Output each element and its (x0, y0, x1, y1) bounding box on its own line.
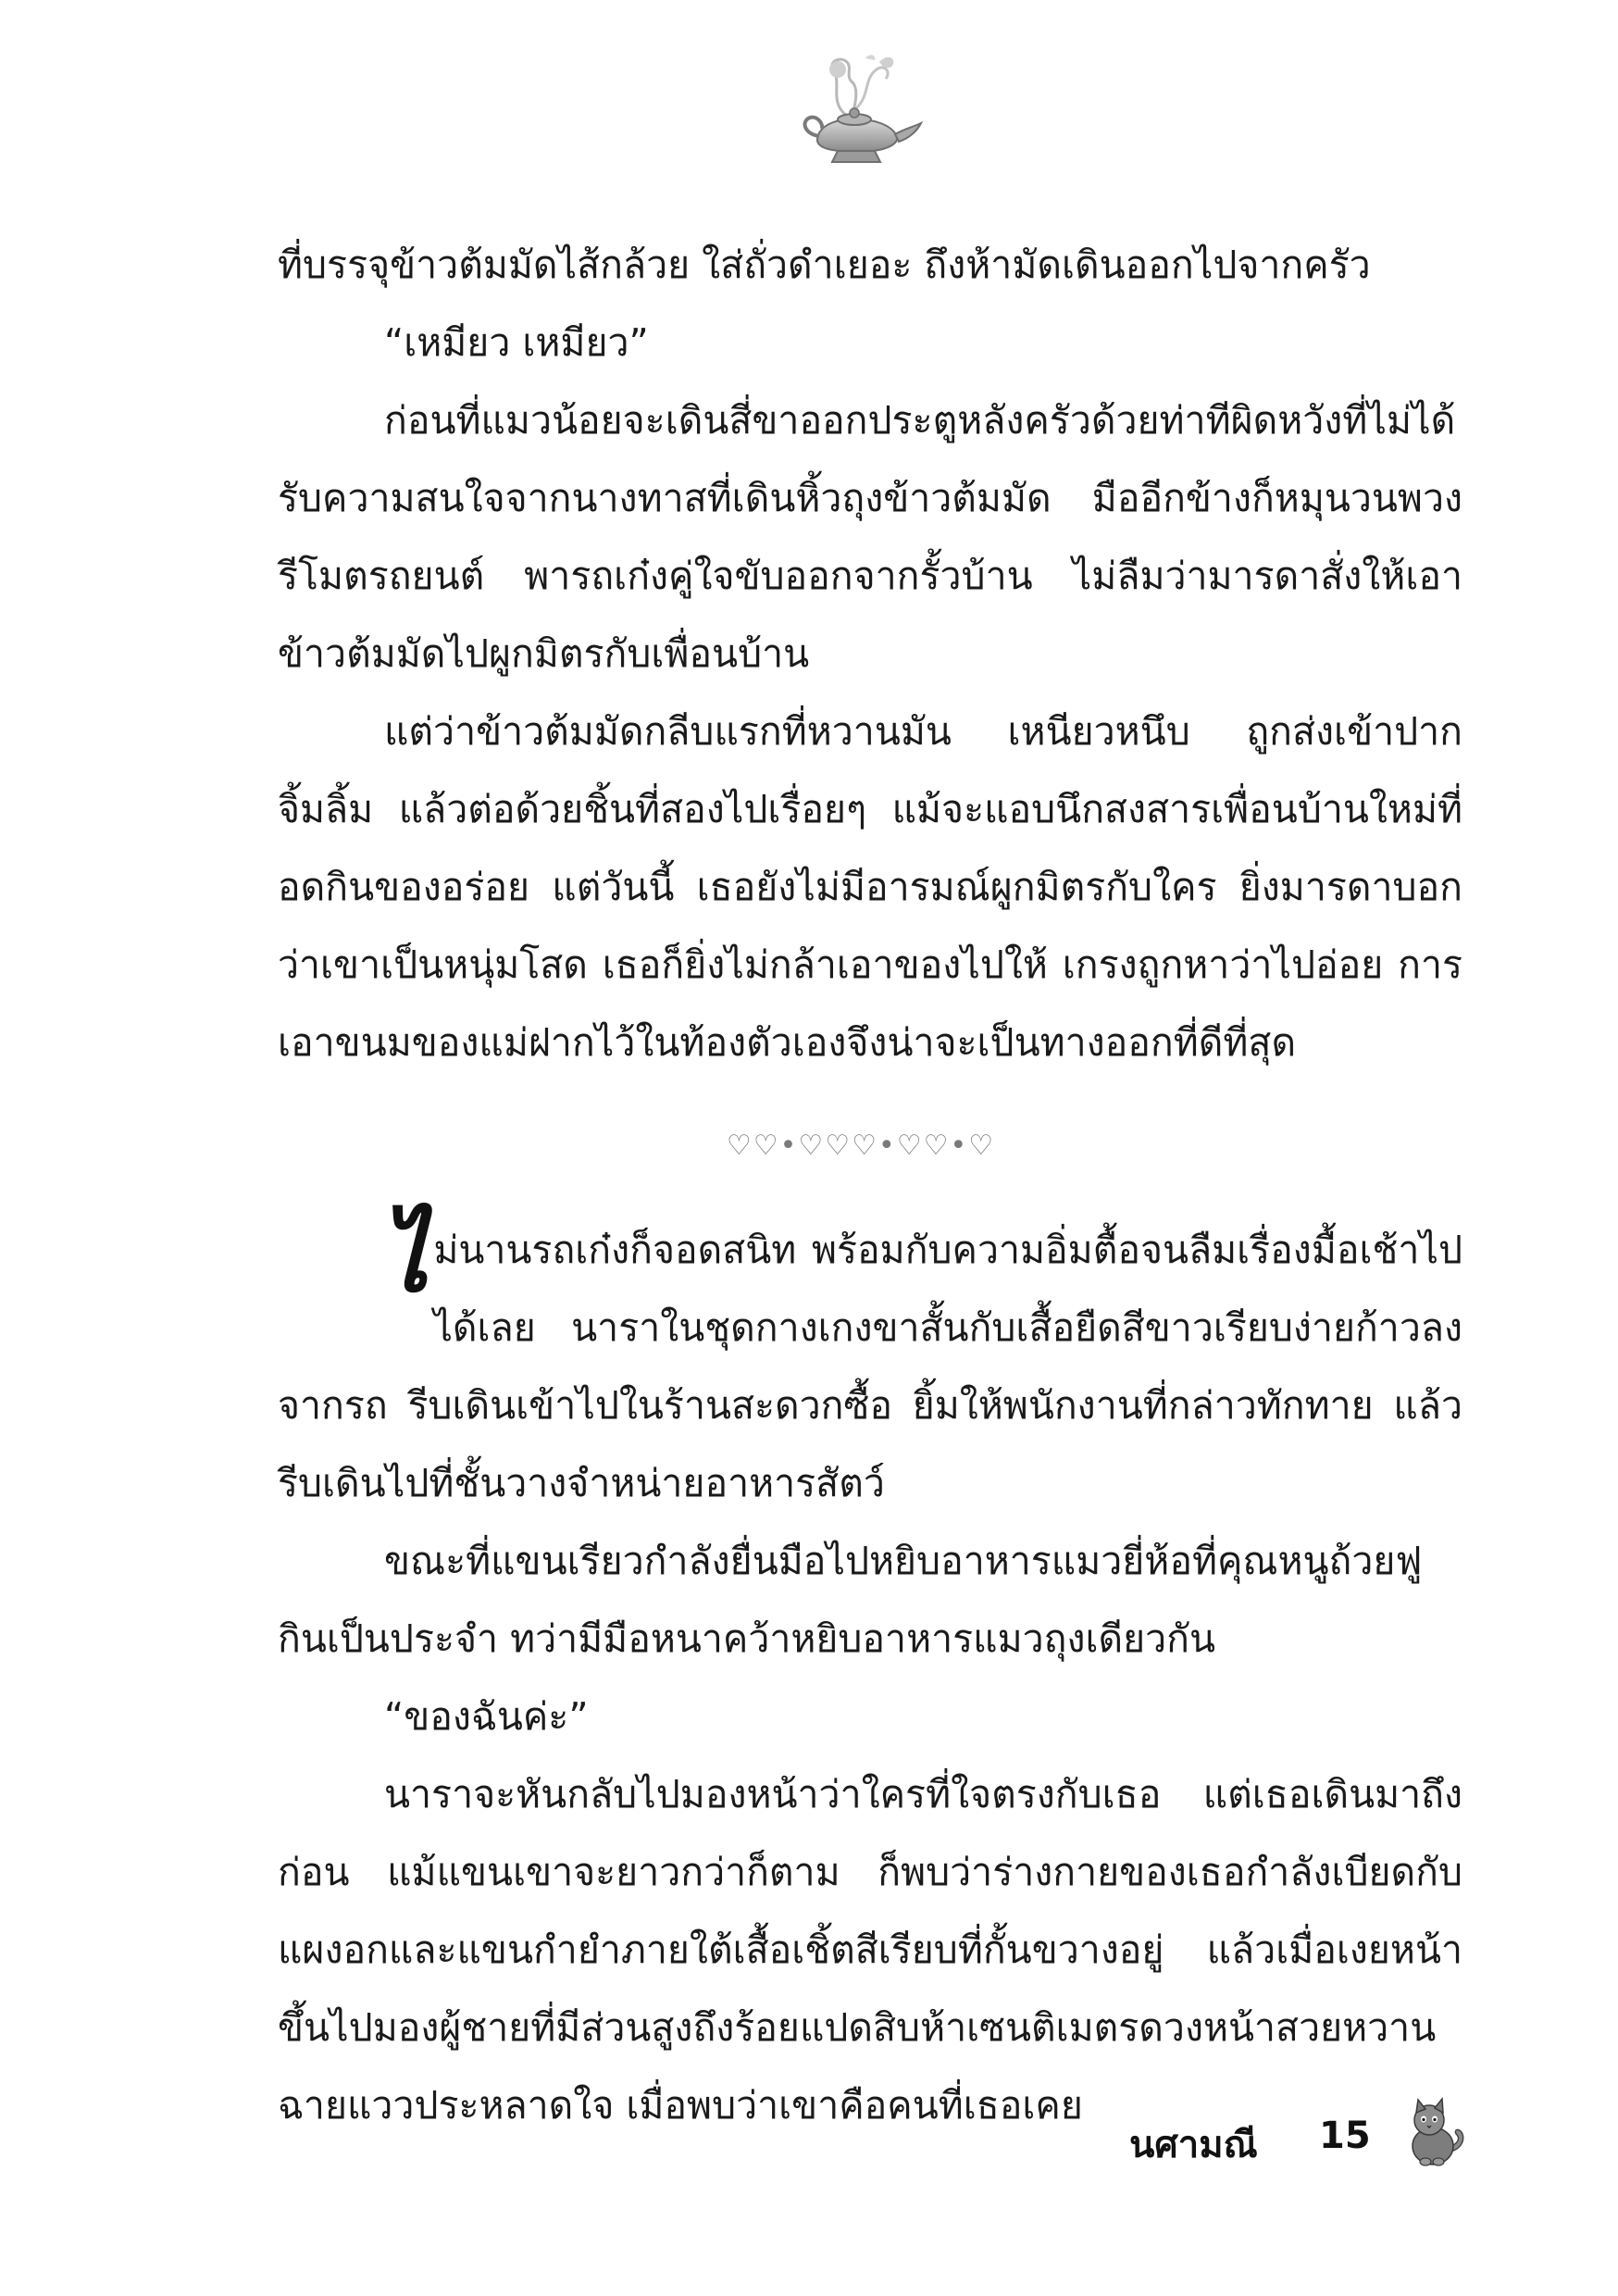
paragraph: นาราจะหันกลับไปมองหน้าว่าใครที่ใจตรงกับเธอ แต่เธอเดินมาถึงก่อน แม้แขนเขาจะยาวกว่าก็ตาม ก็พบว่าร่างกายของเธอกำลังเบียดกับแผงอกและแขนกำยำภายใต้เสื้อเชิ้ตสีเรียบที่กั้นขวางอยู่ แล้วเมื่อเงยหน้าขึ้นไปมองผู้ชายที่มีส่วนสูงถึงร้อยแปดสิบห้าเซนติเมตรดวงหน้าสวยหวานฉายแววประหลาดใจ เมื่อพบว่าเขาคือคนที่เธอเคย (278, 1772, 1462, 2128)
scene-divider: ♡♡•♡♡♡•♡♡•♡ (726, 1129, 996, 1162)
paragraph: “ของฉันค่ะ” (384, 1694, 589, 1739)
cat-icon (1396, 2094, 1470, 2168)
paragraph: “เหมียว เหมียว” (384, 320, 649, 365)
author-name: นศามณี (1129, 2124, 1258, 2166)
magic-lamp-icon (791, 51, 926, 171)
page-footer (1129, 2094, 1481, 2177)
page-number: 15 (1319, 2115, 1371, 2157)
body-text-section-2 (278, 1200, 1462, 2144)
drop-cap: ไ (380, 1200, 429, 1314)
paragraph-text: ม่นานรถเก๋งก็จอดสนิท พร้อมกับความอิ่มตื้อจนลืมเรื่องมื้อเช้าไปได้เลย นาราในชุดกางเกงขาสั้นกับเสื้อยืดสีขาวเรียบง่ายก้าวลงจากรถ รีบเดินเข้าไปในร้านสะดวกซื้อ ยิ้มให้พนักงานที่กล่าวทักทาย แล้วรีบเดินไปที่ชั้นวางจำหน่ายอาหารสัตว์ (278, 1228, 1462, 1505)
paragraph: ขณะที่แขนเรียวกำลังยื่นมือไปหยิบอาหารแมวยี่ห้อที่คุณหนูถ้วยฟูกินเป็นประจำ ทว่ามีมือหนาคว้าหยิบอาหารแมวถุงเดียวกัน (278, 1539, 1423, 1661)
paragraph: ก่อนที่แมวน้อยจะเดินสี่ขาออกประตูหลังครัวด้วยท่าทีผิดหวังที่ไม่ได้รับความสนใจจากนางทาสที่เดินหิ้วถุงข้าวต้มมัด มืออีกข้างก็หมุนวนพวงรีโมตรถยนต์ พารถเก๋งคู่ใจขับออกจากรั้วบ้าน ไม่ลืมว่ามารดาสั่งให้เอาข้าวต้มมัดไปผูกมิตรกับเพื่อนบ้าน (278, 398, 1462, 676)
paragraph: แต่ว่าข้าวต้มมัดกลีบแรกที่หวานมัน เหนียวหนึบ ถูกส่งเข้าปากจิ้มลิ้ม แล้วต่อด้วยชิ้นที่สองไปเรื่อยๆ แม้จะแอบนึกสงสารเพื่อนบ้านใหม่ที่อดกินของอร่อย แต่วันนี้ เธอยังไม่มีอารมณ์ผูกมิตรกับใคร ยิ่งมารดาบอกว่าเขาเป็นหนุ่มโสด เธอก็ยิ่งไม่กล้าเอาของไปให้ เกรงถูกหาว่าไปอ่อย การเอาขนมของแม่ฝากไว้ในท้องตัวเองจึงน่าจะเป็นทางออกที่ดีที่สุด (278, 709, 1462, 1065)
paragraph-with-drop-cap (278, 1200, 1462, 1522)
body-text-section-1 (278, 226, 1462, 1081)
paragraph: ที่บรรจุข้าวต้มมัดไส้กล้วย ใส่ถั่วดำเยอะ ถึงห้ามัดเดินออกไปจากครัว (278, 243, 1371, 287)
